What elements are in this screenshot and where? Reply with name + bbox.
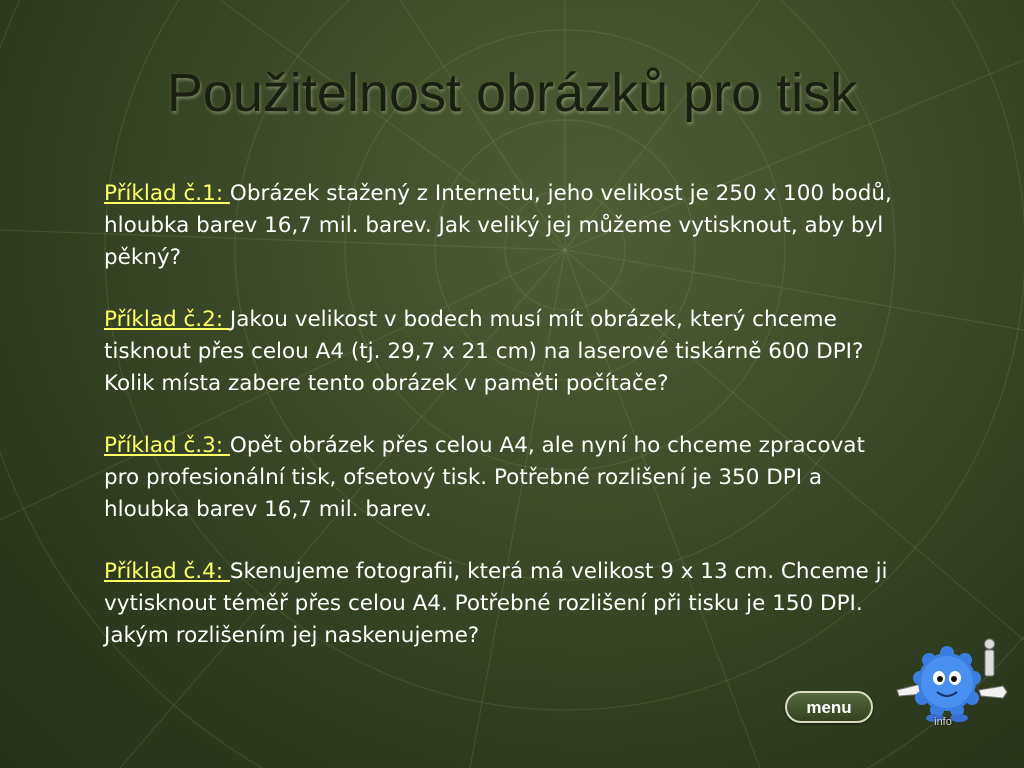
info-label: info	[934, 716, 952, 728]
example-3-text: Opět obrázek přes celou A4, ale nyní ho chceme zpracovat pro profesionální tisk, ofsetový tisk. Potřebné rozlišení je 350 DPI a hloubka barev 16,7 mil. barev.	[104, 433, 865, 522]
example-3	[104, 430, 904, 526]
example-1	[104, 178, 904, 274]
example-1-link[interactable]: Příklad č.1:	[104, 181, 230, 206]
slide-title: Použitelnost obrázků pro tisk	[166, 63, 858, 123]
example-2	[104, 304, 904, 400]
example-1-text: Obrázek stažený z Internetu, jeho velikost je 250 x 100 bodů, hloubka barev 16,7 mil. barev. Jak veliký jej můžeme vytisknout, aby byl pěkný?	[104, 181, 892, 270]
example-4	[104, 556, 904, 652]
example-3-link[interactable]: Příklad č.3:	[104, 433, 230, 458]
menu-button[interactable]: menu	[785, 691, 873, 723]
example-2-text: Jakou velikost v bodech musí mít obrázek, který chceme tisknout přes celou A4 (tj. 29,7 x 21 cm) na laserové tiskárně 600 DPI? Kolik místa zabere tento obrázek v paměti počítače?	[104, 307, 864, 396]
examples-list	[104, 178, 904, 682]
example-2-link[interactable]: Příklad č.2:	[104, 307, 230, 332]
example-4-text: Skenujeme fotografii, která má velikost 9 x 13 cm. Chceme ji vytisknout téměř přes celou A4. Potřebné rozlišení při tisku je 150 DPI. Jakým rozlišením jej naskenujeme?	[104, 559, 888, 648]
example-4-link[interactable]: Příklad č.4:	[104, 559, 230, 584]
